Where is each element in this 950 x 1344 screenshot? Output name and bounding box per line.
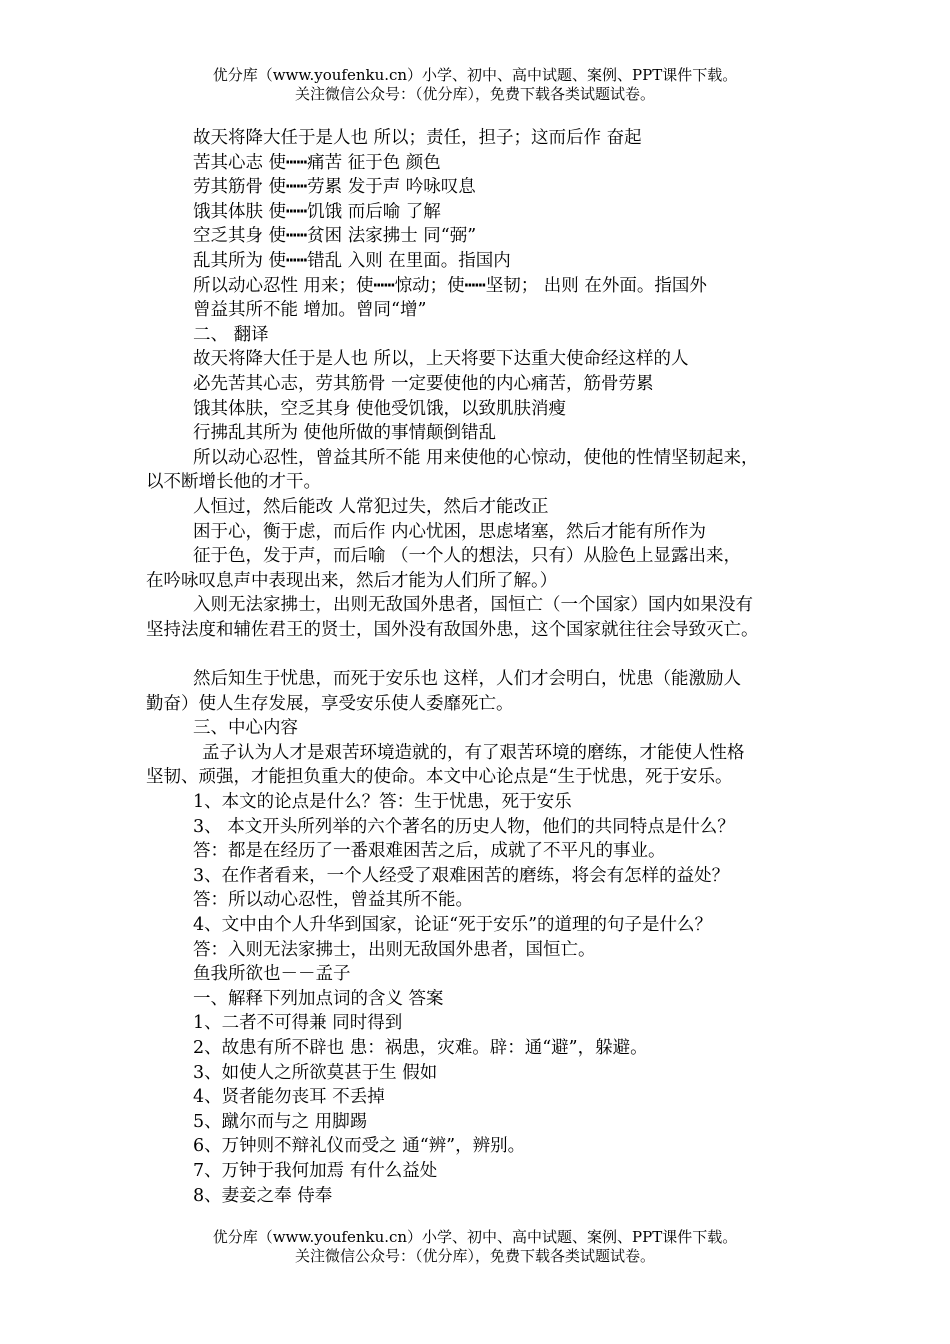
answer-line: 答：入则无法家拂士，出则无敌国外患者，国恒亡。 xyxy=(193,939,596,960)
text-line: 以不断增长他的才干。 xyxy=(146,472,321,493)
answer-line: 答：都是在经历了一番艰难困苦之后，成就了不平凡的事业。 xyxy=(193,841,666,862)
text-line: 乱其所为 使┅┅错乱 入则 在里面。指国内 xyxy=(193,250,511,271)
text-line: 勤奋）使人生存发展，享受安乐使人委靡死亡。 xyxy=(146,693,514,714)
text-line: 人恒过，然后能改 人常犯过失，然后才能改正 xyxy=(193,496,549,517)
text-line: 困于心，衡于虑，而后作 内心忧困，思虑堵塞，然后才能有所作为 xyxy=(193,521,707,542)
question-line: 3、在作者看来，一个人经受了艰难困苦的磨练，将会有怎样的益处？ xyxy=(193,865,730,886)
list-item: 8、妻妾之奉 侍奉 xyxy=(193,1185,333,1206)
list-item: 4、贤者能勿丧耳 不丢掉 xyxy=(193,1087,385,1108)
text-line: 入则无法家拂士，出则无敌国外患者，国恒亡（一个国家）国内如果没有 xyxy=(193,595,753,616)
text-line: 必先苦其心志，劳其筋骨 一定要使他的内心痛苦，筋骨劳累 xyxy=(193,373,654,394)
text-line: 坚持法度和辅佐君王的贤士，国外没有敌国外患，这个国家就往往会导致灭亡。 xyxy=(146,619,759,640)
text-line: 征于色，发于声，而后喻 （一个人的想法，只有）从脸色上显露出来， xyxy=(193,546,742,567)
text-line: 饿其体肤，空乏其身 使他受饥饿，以致肌肤消瘦 xyxy=(193,398,567,419)
document-body xyxy=(146,126,814,1208)
section-title: 鱼我所欲也－－孟子 xyxy=(193,964,351,985)
page-header xyxy=(0,66,950,104)
text-line: 故天将降大任于是人也 所以，上天将要下达重大使命经这样的人 xyxy=(193,349,689,370)
text-line: 坚韧、顽强，才能担负重大的使命。本文中心论点是“生于忧患，死于安乐。 xyxy=(146,767,733,788)
section-heading: 三、中心内容 xyxy=(193,718,298,739)
list-item: 7、万钟于我何加焉 有什么益处 xyxy=(193,1160,438,1181)
text-line: 劳其筋骨 使┅┅劳累 发于声 吟咏叹息 xyxy=(193,177,476,198)
answer-line: 答：所以动心忍性，曾益其所不能。 xyxy=(193,890,473,911)
page-footer xyxy=(0,1228,950,1266)
question-line: 4、文中由个人升华到国家，论证“死于安乐”的道理的句子是什么？ xyxy=(193,915,713,935)
text-line: 饿其体肤 使┅┅饥饿 而后喻 了解 xyxy=(193,201,441,222)
text-line: 苦其心志 使┅┅痛苦 征于色 颜色 xyxy=(193,152,441,173)
text-line: 在吟咏叹息声中表现出来，然后才能为人们所了解。） xyxy=(146,570,558,591)
list-item: 1、二者不可得兼 同时得到 xyxy=(193,1013,403,1034)
text-line: 行拂乱其所为 使他所做的事情颠倒错乱 xyxy=(193,423,497,444)
text-line: 所以动心忍性，曾益其所不能 用来使他的心惊动，使他的性情坚韧起来， xyxy=(193,447,759,468)
list-item: 3、如使人之所欲莫甚于生 假如 xyxy=(193,1062,438,1083)
text-line: 故天将降大任于是人也 所以；责任，担子；这而后作 奋起 xyxy=(193,128,642,148)
header-line-1: 优分库（www.youfenku.cn）小学、初中、高中试题、案例、PPT课件下载。 xyxy=(212,66,738,84)
header-line-2: 关注微信公众号：（优分库），免费下载各类试题试卷。 xyxy=(294,85,655,103)
question-line: 3、 本文开头所列举的六个著名的历史人物，他们的共同特点是什么？ xyxy=(193,816,735,837)
list-item: 2、故患有所不辟也 患：祸患，灾难。辟：通“避”，躲避。 xyxy=(193,1037,648,1058)
text-line: 曾益其所不能 增加。曾同“增” xyxy=(193,300,427,321)
section-heading: 二、 翻译 xyxy=(193,324,269,345)
list-item: 5、蹴尔而与之 用脚踢 xyxy=(193,1111,368,1132)
footer-line-2: 关注微信公众号：（优分库），免费下载各类试题试卷。 xyxy=(294,1247,655,1265)
blank-line xyxy=(146,642,814,667)
text-line: 空乏其身 使┅┅贫困 法家拂士 同“弼” xyxy=(193,226,477,247)
text-line: 所以动心忍性 用来；使┅┅惊动；使┅┅坚韧； 出则 在外面。指国外 xyxy=(193,275,707,296)
footer-line-1: 优分库（www.youfenku.cn）小学、初中、高中试题、案例、PPT课件下载。 xyxy=(212,1228,738,1246)
text-line: 然后知生于忧患，而死于安乐也 这样，人们才会明白，忧患（能激励人 xyxy=(193,669,742,690)
question-line: 1、本文的论点是什么？答：生于忧患，死于安乐 xyxy=(193,792,572,813)
section-heading: 一、解释下列加点词的含义 答案 xyxy=(193,988,444,1009)
text-line: 孟子认为人才是艰苦环境造就的，有了艰苦环境的磨练，才能使人性格 xyxy=(202,742,745,763)
list-item: 6、万钟则不辩礼仪而受之 通“辨”，辨别。 xyxy=(193,1136,526,1157)
